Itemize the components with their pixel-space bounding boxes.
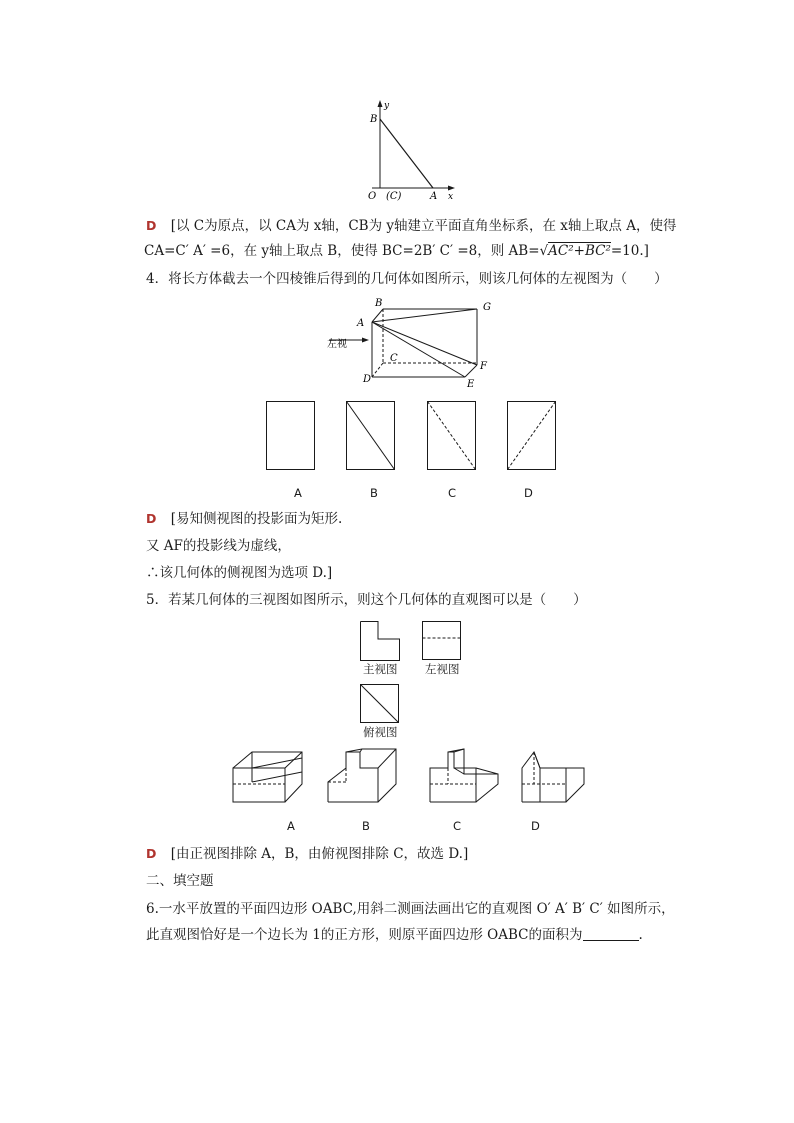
left-view-label: 左视 — [327, 339, 347, 350]
q5-option-a-figure — [232, 748, 307, 804]
q3-text-1: [以 C为原点，以 CA为 x轴，CB为 y轴建立平面直角坐标系，在 x轴上取点 A，使得 — [170, 218, 677, 234]
q5-answer: D — [146, 846, 157, 861]
label-g: G — [483, 302, 491, 313]
segment-ab — [380, 119, 433, 188]
q5-side-view — [422, 621, 462, 661]
q3-text-2a: CA=C′ A′ =6，在 y轴上取点 B，使得 BC=2B′ C′ =8，则 AB= — [144, 243, 540, 259]
q3-explanation-line2 — [144, 242, 649, 260]
q4-explanation-line3: ∴该几何体的侧视图为选项 D.] — [146, 565, 333, 581]
q6-line1: 6.一水平放置的平面四边形 OABC,用斜二测画法画出它的直观图 O′ A′ B′ C′ 如图所示， — [146, 901, 675, 917]
q5-option-a-label: A — [287, 819, 295, 833]
q4-option-b-label: B — [370, 486, 378, 500]
q5-option-c-figure — [428, 748, 503, 804]
label-a: A — [357, 318, 365, 329]
q3-sqrt-radicand: AC²+BC² — [548, 243, 611, 259]
q5-top-view-label: 俯视图 — [363, 725, 398, 739]
q4-option-c-figure — [427, 401, 477, 471]
origin-label: O — [368, 191, 377, 202]
q4-option-c-label: C — [448, 486, 457, 500]
view-arrow-icon — [362, 338, 369, 343]
section-heading: 二、填空题 — [146, 873, 214, 889]
q4-explanation-line1 — [146, 510, 342, 528]
q5-option-d-label: D — [531, 819, 540, 833]
q6-answer-blank[interactable] — [583, 926, 639, 941]
q5-option-d-figure — [520, 748, 595, 804]
point-c-label: (C) — [386, 191, 402, 202]
y-axis-arrow-icon — [378, 100, 383, 107]
x-axis-arrow-icon — [448, 186, 455, 191]
label-b: B — [375, 298, 383, 309]
label-f: F — [480, 361, 487, 372]
q4-option-d-label: D — [524, 486, 533, 500]
label-e: E — [467, 379, 475, 390]
q6-text: 此直观图恰好是一个边长为 1的正方形，则原平面四边形 OABC的面积为 — [146, 927, 583, 943]
q3-text-2b: =10.] — [610, 243, 649, 259]
q5-exp: [由正视图排除 A，B，由俯视图排除 C，故选 D.] — [170, 846, 469, 862]
label-c: C — [390, 353, 398, 364]
x-axis-label: x — [448, 192, 454, 202]
q4-solid-figure — [325, 295, 500, 395]
q5-stem: 5．若某几何体的三视图如图所示，则这个几何体的直观图可以是（ ） — [146, 592, 587, 608]
q4-option-d-figure — [507, 401, 557, 471]
q5-explanation — [146, 845, 468, 863]
q4-option-a-figure — [266, 401, 316, 471]
q5-option-b-label: B — [362, 819, 370, 833]
label-d: D — [363, 374, 372, 385]
q5-top-view — [360, 684, 400, 724]
q6-end: . — [638, 927, 643, 943]
q4-stem: 4．将长方体截去一个四棱锥后得到的几何体如图所示，则该几何体的左视图为（ ） — [146, 271, 668, 287]
q5-front-view-label: 主视图 — [363, 662, 398, 676]
point-a-label: A — [430, 191, 438, 202]
q5-side-view-label: 左视图 — [425, 662, 460, 676]
sqrt-sign-icon: √ — [539, 243, 549, 259]
q5-option-c-label: C — [453, 819, 462, 833]
q3-answer: D — [146, 218, 157, 233]
point-b-label: B — [370, 114, 378, 125]
q4-answer: D — [146, 511, 157, 526]
y-axis-label: y — [384, 101, 390, 111]
q3-explanation-line1 — [146, 217, 676, 235]
q5-front-view — [360, 621, 400, 661]
q4-explanation-line2: 又 AF的投影线为虚线， — [146, 538, 291, 554]
q4-exp-1: [易知侧视图的投影面为矩形. — [170, 511, 343, 527]
q5-option-b-figure — [326, 748, 401, 804]
q6-line2 — [146, 926, 643, 944]
q4-option-b-figure — [346, 401, 396, 471]
q4-option-a-label: A — [294, 486, 302, 500]
q3-coordinate-figure — [360, 98, 460, 202]
